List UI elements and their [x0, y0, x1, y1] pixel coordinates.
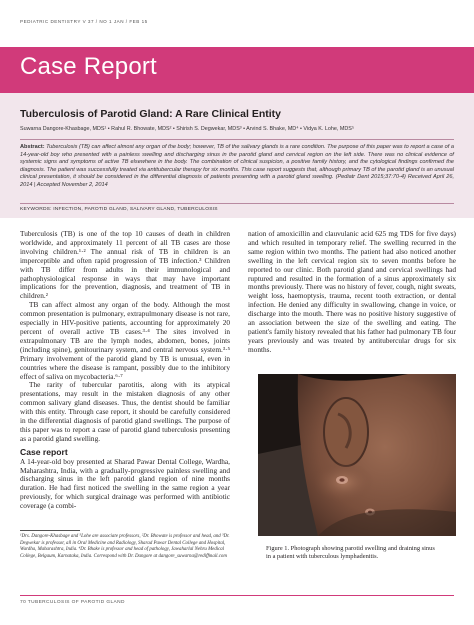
body-paragraph: The rarity of tubercular parotitis, along with its atypical presentations, may result in the mistaken diagnosis of any other common salivary gland diseases. Thus, the dentist should be familiar with this entity. Through case report, it should be carefully considered in the differential diagnosis of parotid gland swellings. The purpose of this paper was to report a case of parotid gland tuberculosis presenting as a parotid gland swelling. — [20, 380, 230, 443]
case-paragraph: A 14-year-old boy presented at Sharad Pawar Dental College, Wardha, Maharashtra, India, with a gradually-progressive painless swelling and discharging sinus in the left parotid gland region of nine months duration. He had first noticed the swelling in the same region a year previously, for which surgical drainage was performed with antibiotic coverage (a combi- — [20, 456, 230, 511]
abstract-label: Abstract: — [20, 144, 45, 150]
keywords-divider — [20, 203, 454, 204]
patient-face-illustration — [258, 374, 456, 536]
intro-paragraph: Tuberculosis (TB) is one of the top 10 causes of death in children worldwide, and approximately 11 percent of all TB cases are those involving children.¹·² The annual risk of TB in children is an imperceptible and often rapid progression of TB infection.³ Children with TB differ from adults in their immunological and pathophysiological response in ways that may have important implications for the prevention, diagnosis, and treatment of TB in children.² — [20, 229, 230, 301]
running-head: PEDIATRIC DENTISTRY V 37 / NO 1 JAN / FEB 15 — [20, 19, 148, 24]
abstract-text: Tuberculosis (TB) can affect almost any organ of the body; however, TB of the salivary glands is a rare condition. The purpose of this paper was to report a case of a 14-year-old boy who presented with a painless swelling and discharging sinus in the parotid gland and cervical region on the left side. There was no clinical evidence of systemic signs and symptoms of active TB elsewhere in the body. The combination of clinical suspicion, a positive family history, and the cytological findings confirmed the diagnosis. The patient was successfully treated via antitubercular therapy for six months. This case report suggests that, although primary TB of the parotid gland is an unusual clinical presentation, it should be considered in the differential diagnosis of patients presenting with a parotid gland swelling. (Pediatr Dent 2015;37:70-4) Received April 26, 2014 | Accepted November 2, 2014 — [20, 144, 454, 188]
section-banner — [0, 47, 474, 93]
author-affiliations: ¹Drs. Dangore-Khasbage and ⁵Lohe are associate professors, ²Dr. Bhowate is professor and head, and ³Dr. Degwekar is professor, all in Oral Medicine and Radiology, Sharad Pawar Dental College and Hospital, Wardha, Maharashtra, India. ⁴Dr. Bhake is professor and head of pathology, Jawaharlal Nehru Medical College, Belgaum, Karnataka, India. Correspond with Dr. Dangore at dangore_suwarna@rediffmail.com — [20, 534, 230, 559]
banner-title: Case Report — [20, 53, 157, 80]
author-list: Suwarna Dangore-Khasbage, MDS¹ • Rahul R. Bhowate, MDS² • Shirish S. Degwekar, MDS³ • Arvind S. Bhake, MD⁴ • Vidya K. Lohe, MDS⁵ — [20, 126, 355, 132]
body-paragraph: TB can affect almost any organ of the body. Although the most common presentation is pulmonary, extrapulmonary disease is not rare, especially in HIV-positive patients, accounting for approximately 20 percent of overall active TB cases.³·⁴ The sites involved in extrapulmonary TB are the lymph nodes, abdomen, bones, joints (including spine), genitourinary system, and central nervous system.³·⁵ Primary involvement of the parotid gland by TB is unusual, even in countries where the disease is rampant, possibly due to the inhibitory effect of saliva on mycobacteria.⁶·⁷ — [20, 300, 230, 381]
footnote-divider — [20, 530, 80, 531]
figure-caption: Figure 1. Photograph showing parotid swelling and draining sinus in a patient with tuberculous lymphadenitis. — [266, 545, 435, 560]
case-continued-paragraph: nation of amoxicillin and clauvulanic acid 625 mg TDS for five days) and which resulted in temporary relief. The swelling recurred in the same region within two months. The patient had also noticed another swelling in the left cervical region six to seven months before he reported to our clinic. Both parotid gland and cervical swellings had ruptured and resulted in the formation of a sinus approximately six months previously. There was no history of fever, cough, night sweats, weight loss, haemoptysis, trauma, recent tooth extraction, or dental infection. He denied any difficulty in swallowing, change in voice, or discharge into the mouth. There was no positive history suggestive of an association between the size of the swelling and eating. The patient's family history revealed that his father had pulmonary TB four years previously and was treated by antitubercular drugs for six months. — [248, 229, 456, 354]
case-report-heading: Case report — [20, 446, 68, 457]
clinical-photograph — [258, 374, 456, 536]
page-footer: 70 TUBERCULOSIS OF PAROTID GLAND — [20, 600, 125, 605]
abstract — [20, 144, 454, 190]
keywords: KEYWORDS: INFECTION, PAROTID GLAND, SALIVARY GLAND, TUBERCULOSIS — [20, 207, 218, 212]
abstract-divider — [20, 139, 454, 140]
article-title: Tuberculosis of Parotid Gland: A Rare Clinical Entity — [20, 108, 281, 120]
left-column — [20, 230, 230, 511]
footer-divider — [20, 595, 454, 596]
right-column — [248, 230, 456, 355]
